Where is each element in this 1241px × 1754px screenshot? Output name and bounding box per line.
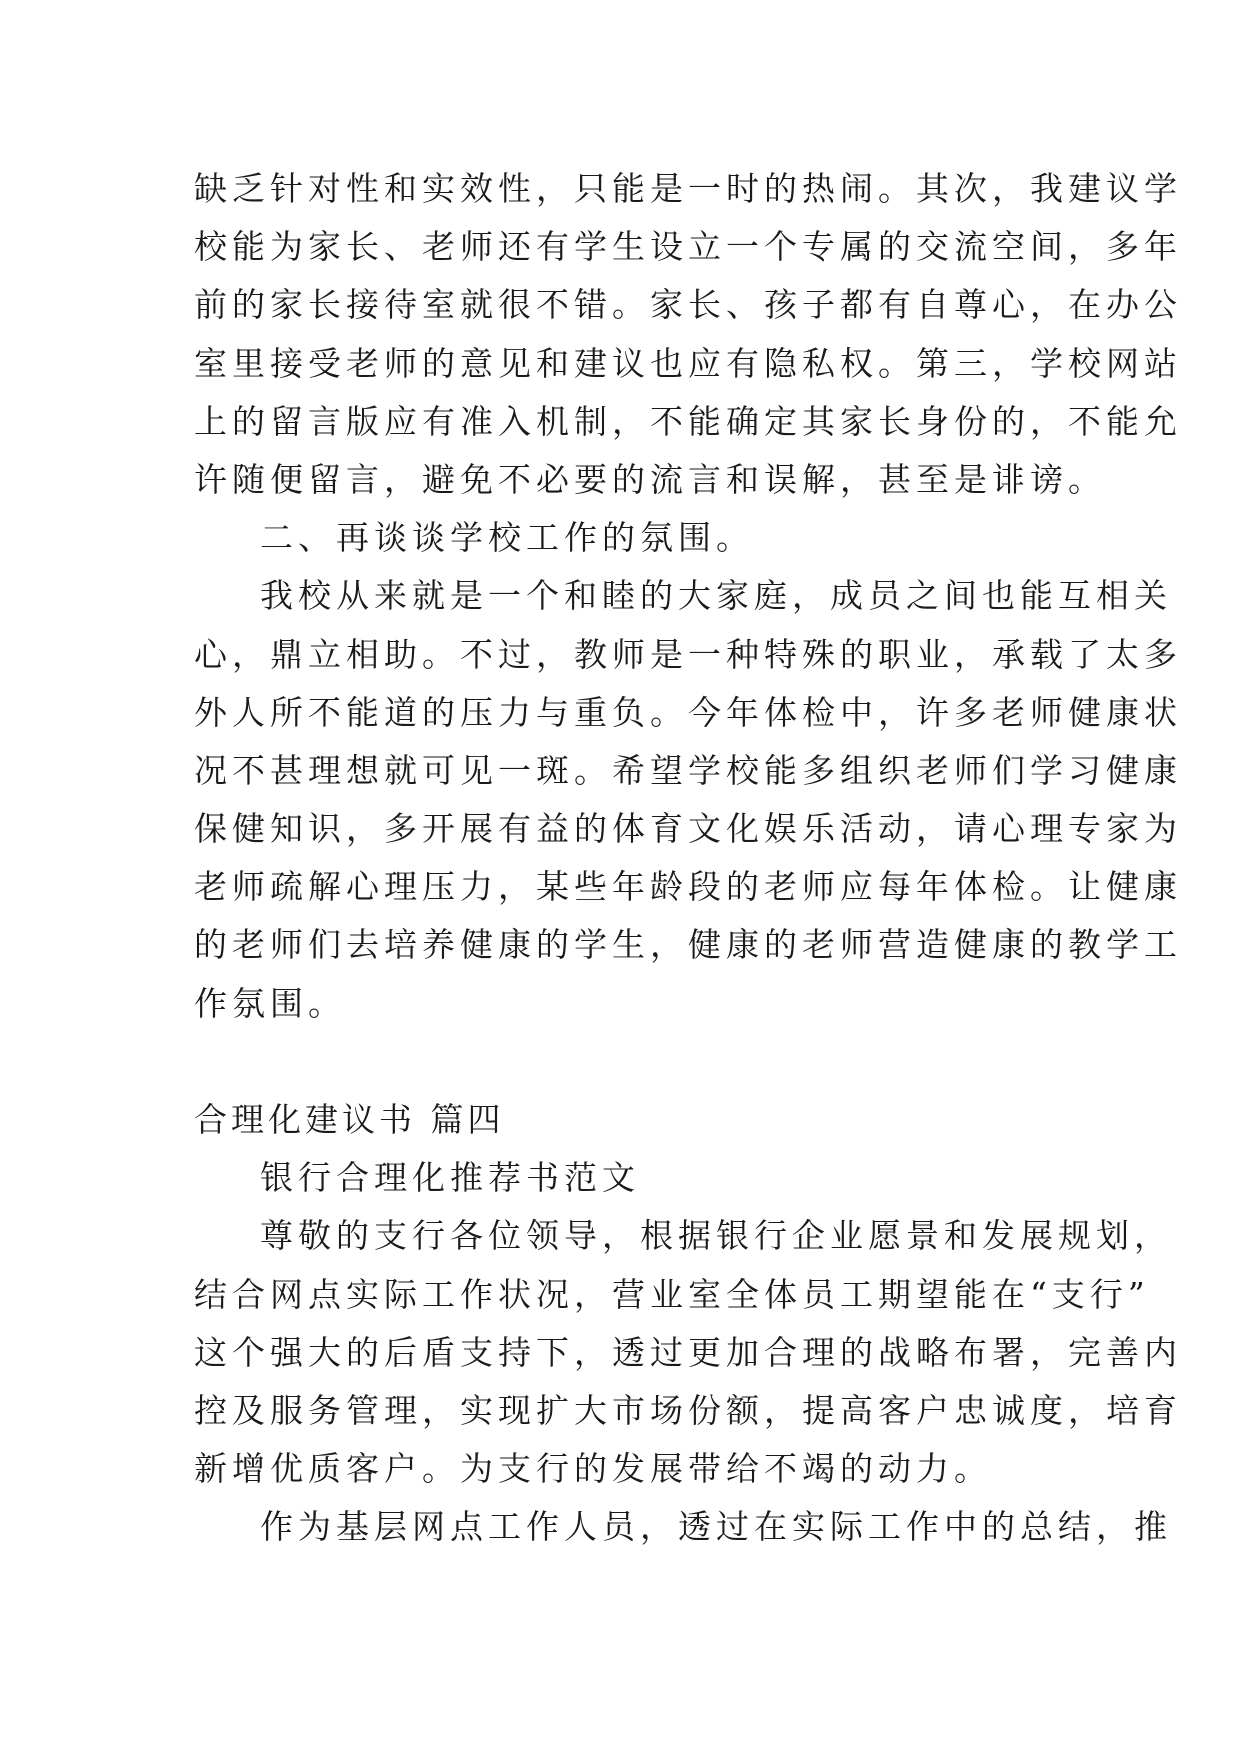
text-line: 缺乏针对性和实效性，只能是一时的热闹。其次，我建议学 [194,169,1182,208]
paragraph-frontline-staff [194,1498,1172,1556]
text-line: 尊敬的支行各位领导，根据银行企业愿景和发展规划， [260,1216,1172,1256]
text-line: 控及服务管理，实现扩大市场份额，提高客户忠诚度，培育 [194,1390,1182,1430]
text-line: 这个强大的后盾支持下，透过更加合理的战略布署，完善内 [194,1332,1182,1372]
text-line: 我校从来就是一个和睦的大家庭，成员之间也能互相关 [260,576,1172,616]
document-subtitle: 银行合理化推荐书范文 [260,1158,640,1198]
text-line: 前的家长接待室就很不错。家长、孩子都有自尊心，在办公 [194,285,1182,325]
text-line: 的老师们去培养健康的学生，健康的老师营造健康的教学工 [194,925,1182,965]
text-line: 老师疏解心理压力，某些年龄段的老师应每年体检。让健康 [194,867,1182,907]
paragraph-bank-proposal [194,1207,1182,1498]
text-line: 作为基层网点工作人员，透过在实际工作中的总结，推 [260,1507,1172,1547]
text-line: 心，鼎立相助。不过，教师是一种特殊的职业，承载了太多 [194,634,1182,674]
text-line: 新增优质客户。为支行的发展带给不竭的动力。 [194,1449,992,1489]
section-title: 合理化建议书 篇四 [194,1100,505,1139]
document-body [194,160,1182,1557]
text-line: 况不甚理想就可见一斑。希望学校能多组织老师们学习健康 [194,750,1182,790]
blank-line [194,1033,1064,1091]
text-line: 校能为家长、老师还有学生设立一个专属的交流空间，多年 [194,227,1182,267]
text-line: 作氛围。 [194,983,346,1023]
text-line: 外人所不能道的压力与重负。今年体检中，许多老师健康状 [194,692,1182,732]
text-line: 保健知识，多开展有益的体育文化娱乐活动，请心理专家为 [194,809,1182,849]
text-line: 上的留言版应有准入机制，不能确定其家长身份的，不能允 [194,401,1182,441]
paragraph-atmosphere [194,567,1182,1033]
heading-school-atmosphere: 二、再谈谈学校工作的氛围。 [260,518,754,558]
text-line: 许随便留言，避免不必要的流言和误解，甚至是诽谤。 [194,459,1106,499]
paragraph-suggestions [194,160,1182,509]
text-line: 室里接受老师的意见和建议也应有隐私权。第三，学校网站 [194,343,1182,383]
text-line: 结合网点实际工作状况，营业室全体员工期望能在“支行” [194,1274,1150,1314]
